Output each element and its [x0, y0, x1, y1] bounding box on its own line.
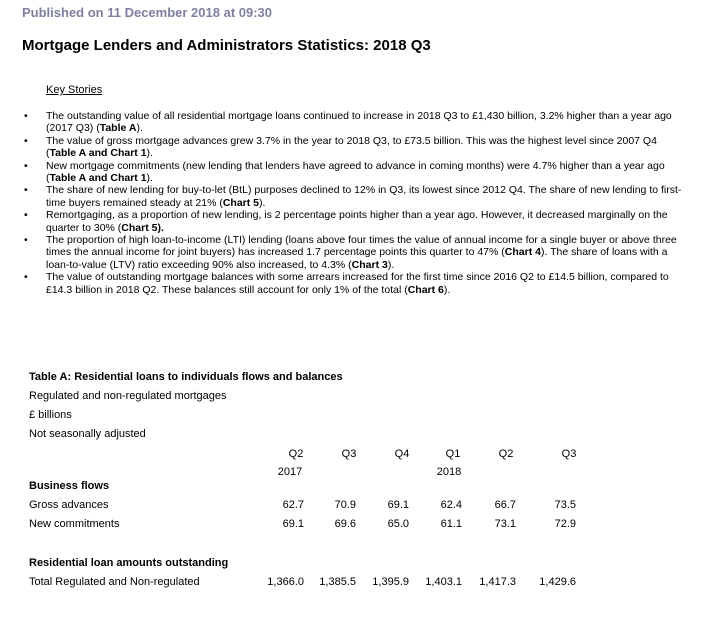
list-item: • The outstanding value of all residential mortgage loans continued to increase in 2018 Q3 to £1,430 billion, 3.2% higher than a year ago (2017 Q3) (Table A).: [24, 110, 672, 135]
row-label: Gross advances: [29, 499, 109, 511]
column-header: Q2: [498, 448, 514, 460]
column-header: Q1: [445, 448, 461, 460]
table-subtitle: Regulated and non-regulated mortgages: [29, 390, 227, 402]
bullet-icon: •: [24, 234, 28, 247]
list-item: • New mortgage commitments (new lending that lenders have agreed to advance in coming months) were 4.7% higher than a year ago (Table A and Chart 1).: [24, 159, 665, 185]
table-cell: 1,385.5: [319, 576, 356, 588]
bullet-icon: •: [24, 271, 28, 284]
table-cell: 73.1: [494, 518, 516, 530]
table-adjustment-note: Not seasonally adjusted: [29, 428, 146, 440]
list-item: • The share of new lending for buy-to-let (BtL) purposes declined to 12% in Q3, its lowest since 2012 Q4. The share of new lending to first-time buyers remained steady at 21% (Chart 5).: [24, 184, 682, 209]
table-cell: 69.6: [334, 518, 356, 530]
table-cell: 1,403.1: [425, 576, 462, 588]
table-cell: 65.0: [387, 518, 409, 530]
key-stories-list: [24, 110, 686, 296]
table-cell: 1,417.3: [479, 576, 516, 588]
table-cell: 70.9: [334, 499, 356, 511]
table-title: Table A: Residential loans to individuals flows and balances: [29, 371, 343, 383]
row-label: Total Regulated and Non-regulated: [29, 576, 200, 588]
list-item: • The value of gross mortgage advances grew 3.7% in the year to 2018 Q3, to £73.5 billion. This was the highest level since 2007 Q4 (Table A and Chart 1).: [24, 134, 657, 160]
bullet-icon: •: [24, 184, 28, 197]
column-header: Q2: [288, 448, 304, 460]
table-cell: 69.1: [387, 499, 409, 511]
column-header: Q3: [341, 448, 357, 460]
table-cell: 69.1: [282, 518, 304, 530]
table-cell: 1,366.0: [267, 576, 304, 588]
column-header: Q4: [394, 448, 410, 460]
year-header: 2017: [277, 466, 303, 478]
table-cell: 72.9: [554, 518, 576, 530]
list-item: • The proportion of high loan-to-income (LTI) lending (loans above four times the value of annual income for a single buyer or above three times the annual income for joint buyers) has increased 1.7 percentage points this quarter to 47% (Chart 4). The share of loans with a loan-to-value (LTV) ratio exceeding 90% also increased, to 4.3% (Chart 3).: [24, 234, 677, 271]
list-item: • The value of outstanding mortgage balances with some arrears increased for the first time since 2016 Q2 to £14.5 billion, compared to £14.3 billion in 2018 Q2. These balances still account for only 1% of the total (Chart 6).: [24, 271, 669, 296]
year-header: 2018: [436, 466, 462, 478]
page-title: Mortgage Lenders and Administrators Statistics: 2018 Q3: [22, 37, 431, 54]
bullet-icon: •: [24, 110, 28, 122]
list-item: • Remortgaging, as a proportion of new lending, is 2 percentage points higher than a year ago. However, it decreased marginally on the quarter to 30% (Chart 5).: [24, 209, 668, 234]
table-cell: 66.7: [494, 499, 516, 511]
table-cell: 73.5: [554, 499, 576, 511]
table-cell: 1,395.9: [372, 576, 409, 588]
table-units: £ billions: [29, 409, 72, 421]
key-stories-heading: Key Stories: [46, 84, 103, 96]
table-cell: 62.4: [440, 499, 462, 511]
published-date: Published on 11 December 2018 at 09:30: [22, 5, 273, 20]
bullet-icon: •: [24, 134, 28, 147]
table-cell: 61.1: [440, 518, 462, 530]
bullet-icon: •: [24, 159, 28, 172]
bullet-icon: •: [24, 209, 28, 222]
column-header: Q3: [561, 448, 577, 460]
section-heading: Business flows: [29, 480, 110, 492]
table-cell: 1,429.6: [539, 576, 576, 588]
section-heading: Residential loan amounts outstanding: [29, 557, 229, 569]
table-cell: 62.7: [282, 499, 304, 511]
row-label: New commitments: [29, 518, 120, 530]
